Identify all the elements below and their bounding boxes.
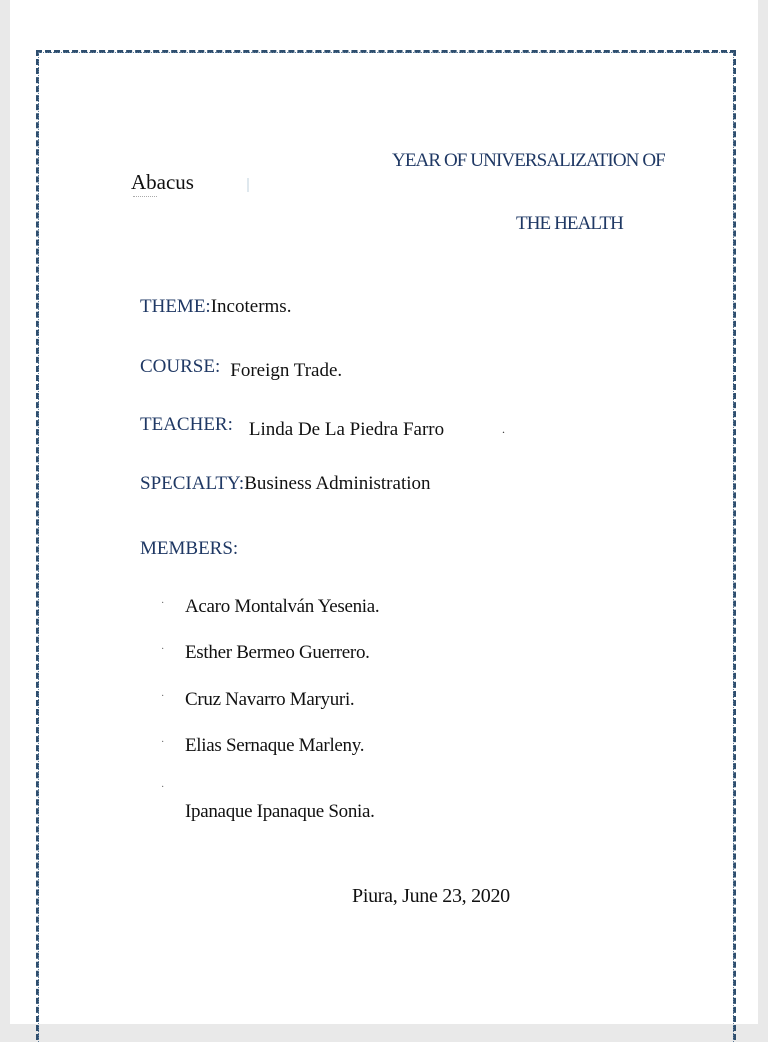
bullet-icon: · bbox=[161, 691, 165, 702]
course-value: Foreign Trade. bbox=[230, 360, 343, 381]
list-item bbox=[0, 689, 768, 719]
specialty-value: Business Administration bbox=[244, 473, 431, 494]
theme-label: THEME: bbox=[140, 296, 211, 317]
bullet-icon: · bbox=[161, 737, 165, 748]
place-and-date: Piura, June 23, 2020 bbox=[352, 885, 510, 907]
member-name: Acaro Montalván Yesenia. bbox=[185, 596, 380, 617]
teacher-value: Linda De La Piedra Farro bbox=[248, 419, 445, 440]
list-item bbox=[0, 596, 768, 626]
member-name: Cruz Navarro Maryuri. bbox=[185, 689, 355, 710]
year-motto-line2: THE HEALTH bbox=[516, 213, 623, 234]
bullet-icon: · bbox=[161, 598, 165, 609]
course-label: COURSE: bbox=[140, 356, 221, 377]
logo-mark bbox=[247, 178, 249, 192]
bullet-icon: · bbox=[161, 644, 165, 655]
list-item bbox=[0, 780, 768, 822]
specialty-field bbox=[140, 473, 431, 495]
member-name: Elias Sernaque Marleny. bbox=[185, 735, 365, 756]
teacher-label: TEACHER: bbox=[140, 414, 233, 435]
theme-field bbox=[140, 296, 291, 318]
logo-underline bbox=[133, 196, 157, 199]
year-motto-line1: YEAR OF UNIVERSALIZATION OF bbox=[392, 150, 665, 171]
teacher-trailing-mark: . bbox=[502, 422, 505, 436]
specialty-label: SPECIALTY: bbox=[140, 473, 245, 494]
member-name: Esther Bermeo Guerrero. bbox=[185, 642, 370, 663]
list-item bbox=[0, 642, 768, 672]
members-label: MEMBERS: bbox=[140, 538, 239, 559]
theme-value: Incoterms. bbox=[210, 296, 292, 317]
institution-logo-text: Abacus bbox=[131, 170, 194, 194]
bullet-icon: · bbox=[161, 782, 165, 793]
member-name: Ipanaque Ipanaque Sonia. bbox=[185, 801, 375, 822]
list-item bbox=[0, 735, 768, 765]
teacher-field bbox=[140, 414, 445, 440]
course-field bbox=[140, 356, 343, 381]
